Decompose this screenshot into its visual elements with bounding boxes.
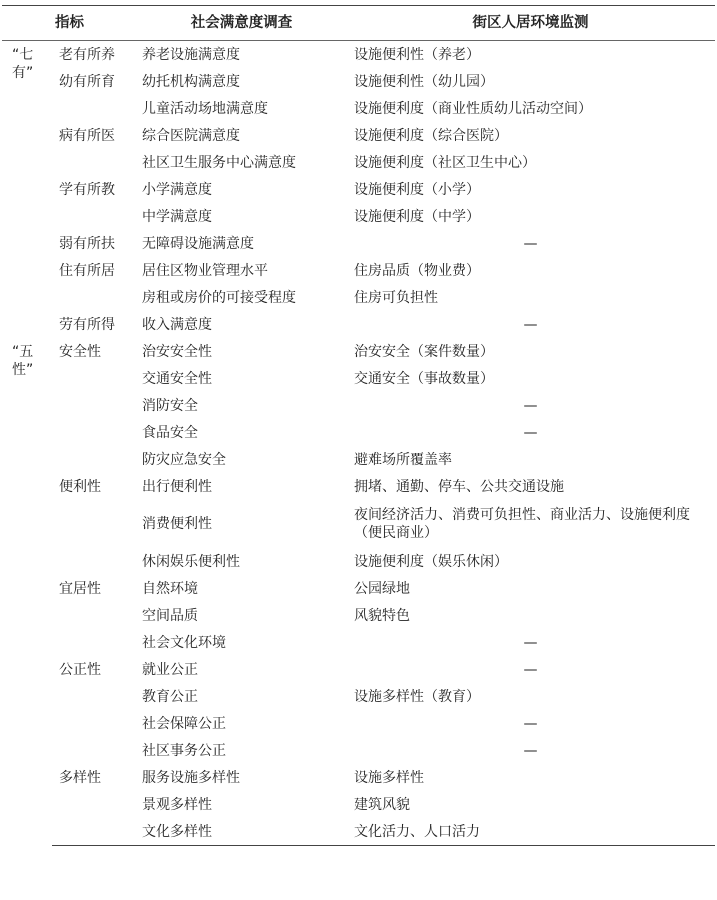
category-cell [52,548,137,575]
header-row [2,6,715,41]
monitor-indicator-cell: 建筑风貌 [354,796,410,813]
monitor-indicator-cell: 设施便利度（娱乐休闲） [354,553,508,570]
monitor-indicator-cell: — [523,742,538,759]
survey-indicator-cell: 教育公正 [142,688,198,705]
table-row [2,710,715,737]
category-cell [52,365,137,392]
survey-indicator-cell: 消防安全 [142,397,198,414]
monitor-indicator-cell: 设施便利度（中学） [354,208,480,225]
survey-indicator-cell: 社区卫生服务中心满意度 [142,154,296,171]
category-cell: 宜居性 [59,580,101,597]
monitor-indicator-cell: 住房品质（物业费） [354,262,480,279]
header-indicator: 指标 [2,6,137,41]
category-cell [52,629,137,656]
survey-indicator-cell: 自然环境 [142,580,198,597]
survey-indicator-cell: 休闲娱乐便利性 [142,553,240,570]
survey-indicator-cell: 中学满意度 [142,208,212,225]
monitor-indicator-cell: 治安安全（案件数量） [354,343,494,360]
table-row [2,176,715,203]
table-row [2,791,715,818]
category-cell: 幼有所育 [59,73,115,90]
table-row [2,230,715,257]
table-row [2,656,715,683]
monitor-indicator-cell: 交通安全（事故数量） [354,370,494,387]
survey-indicator-cell: 社区事务公正 [142,742,226,759]
table-row [2,203,715,230]
category-cell [52,203,137,230]
survey-indicator-cell: 儿童活动场地满意度 [142,100,268,117]
category-cell [52,791,137,818]
survey-indicator-cell: 综合医院满意度 [142,127,240,144]
survey-indicator-cell: 交通安全性 [142,370,212,387]
monitor-indicator-cell: 风貌特色 [354,607,410,624]
survey-indicator-cell: 文化多样性 [137,818,346,846]
monitor-indicator-cell: — [523,235,538,252]
table-row [2,500,715,548]
survey-indicator-cell: 幼托机构满意度 [142,73,240,90]
category-cell [52,446,137,473]
category-cell [52,392,137,419]
monitor-indicator-cell: 设施便利性（养老） [354,46,480,63]
category-cell [52,419,137,446]
survey-indicator-cell: 社会保障公正 [142,715,226,732]
table-row [2,683,715,710]
survey-indicator-cell: 消费便利性 [142,516,212,532]
monitor-indicator-cell: — [523,634,538,651]
table-row [2,68,715,95]
category-cell: 病有所医 [59,127,115,144]
survey-indicator-cell: 居住区物业管理水平 [142,262,268,279]
survey-indicator-cell: 服务设施多样性 [142,769,240,786]
survey-indicator-cell: 防灾应急安全 [142,451,226,468]
table-row [2,737,715,764]
table-row [2,122,715,149]
survey-indicator-cell: 小学满意度 [142,181,212,198]
table-row [2,392,715,419]
survey-indicator-cell: 养老设施满意度 [142,46,240,63]
table-row [2,257,715,284]
category-cell [52,95,137,122]
category-cell: 安全性 [59,343,101,360]
indicator-table [2,5,715,846]
table-row [2,95,715,122]
monitor-indicator-cell: — [523,316,538,333]
survey-indicator-cell: 空间品质 [142,607,198,624]
monitor-indicator-cell: 住房可负担性 [354,289,438,306]
table-row [2,149,715,176]
survey-indicator-cell: 无障碍设施满意度 [142,235,254,252]
category-cell: 公正性 [59,661,101,678]
monitor-indicator-cell: — [523,715,538,732]
header-survey: 社会满意度调查 [137,6,346,41]
survey-indicator-cell: 就业公正 [142,661,198,678]
category-cell: 老有所养 [59,46,115,63]
table-row [2,629,715,656]
table-row [2,473,715,500]
survey-indicator-cell: 房租或房价的可接受程度 [142,289,296,306]
table-body [2,41,715,846]
group-label: “五性” [12,344,34,378]
category-cell [52,683,137,710]
table-row [2,446,715,473]
table-row [2,602,715,629]
category-cell [52,284,137,311]
monitor-indicator-cell: 设施便利度（社区卫生中心） [354,154,536,171]
category-cell: 弱有所扶 [59,235,115,252]
monitor-indicator-cell: 拥堵、通勤、停车、公共交通设施 [354,478,564,495]
monitor-indicator-cell: 公园绿地 [354,580,410,597]
table-row [2,548,715,575]
category-cell: 便利性 [59,478,101,495]
category-cell [52,710,137,737]
monitor-indicator-cell: 避难场所覆盖率 [354,451,452,468]
monitor-indicator-cell: — [523,424,538,441]
survey-indicator-cell: 食品安全 [142,424,198,441]
monitor-indicator-cell: — [523,661,538,678]
category-cell [52,818,137,846]
category-cell: 住有所居 [59,262,115,279]
monitor-indicator-cell: 设施便利度（综合医院） [354,127,508,144]
table-row [2,311,715,338]
category-cell: 学有所教 [59,181,115,198]
monitor-indicator-cell: 设施便利度（小学） [354,181,480,198]
monitor-indicator-cell: 设施便利度（商业性质幼儿活动空间） [354,100,592,117]
group-label: “七有” [12,47,34,81]
category-cell: 多样性 [59,769,101,786]
survey-indicator-cell: 社会文化环境 [142,634,226,651]
monitor-indicator-cell: 设施多样性 [354,769,424,786]
table-row [2,365,715,392]
monitor-indicator-cell: 设施便利性（幼儿园） [354,73,494,90]
monitor-indicator-cell: 设施多样性（教育） [354,688,480,705]
table-row [2,575,715,602]
survey-indicator-cell: 出行便利性 [142,478,212,495]
category-cell [52,149,137,176]
table-row [2,764,715,791]
category-cell [52,737,137,764]
category-cell [52,500,137,548]
category-cell [52,602,137,629]
table-row [2,818,715,846]
survey-indicator-cell: 治安安全性 [142,343,212,360]
category-cell: 劳有所得 [59,316,115,333]
header-monitor: 街区人居环境监测 [346,6,715,41]
survey-indicator-cell: 收入满意度 [142,316,212,333]
monitor-indicator-cell: 夜间经济活力、消费可负担性、商业活力、设施便利度（便民商业） [354,507,690,541]
table-row [2,284,715,311]
table-row [2,419,715,446]
monitor-indicator-cell: — [523,397,538,414]
table-row [2,338,715,365]
monitor-indicator-cell: 文化活力、人口活力 [346,818,715,846]
survey-indicator-cell: 景观多样性 [142,796,212,813]
table-row [2,41,715,69]
